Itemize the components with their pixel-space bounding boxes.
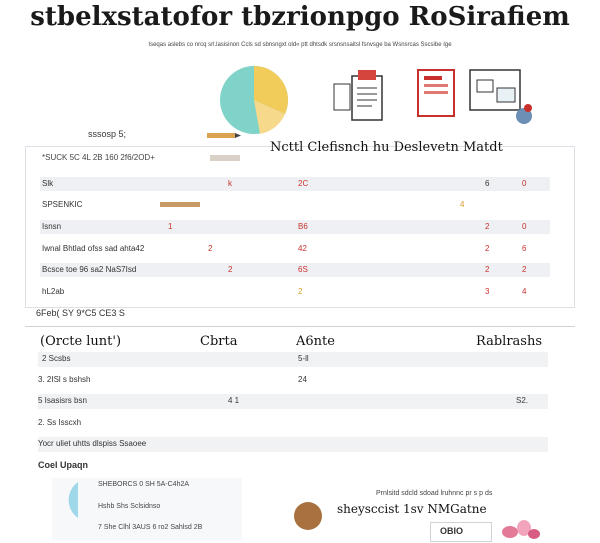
column-header-2: Cbrta	[200, 334, 238, 349]
column-header-3: A6nte	[296, 334, 335, 349]
top-panel-footer: 6Feb( SY 9*C5 CE3 S	[36, 308, 125, 318]
side-label: sssosp 5;	[88, 129, 127, 139]
avatar	[294, 502, 322, 530]
table-row: Isnsn 1 B6 2 0	[40, 220, 550, 234]
page-subtitle: Iseqas aslebs co nrcq srl.lasisinon Ccls sd sbnsngxt old« ptt dhtsdk srsnsnsaitsl fsnvsge ba Wsnsrcas Sscsibe Ige	[148, 42, 452, 48]
document-illustrations-icon	[332, 66, 537, 128]
pie-chart-icon	[218, 64, 292, 136]
footer-right-small: Prnlsitd sdcld sdoad lruhnnc pr s p ds	[376, 490, 493, 497]
decor-bar	[210, 155, 240, 161]
table-row: hL2ab 2 3 4	[42, 287, 527, 296]
table-row: Bcsce toe 96 sa2 NaS7Isd 2 6S 2 2	[40, 263, 550, 277]
chart-fragment-icon	[54, 480, 80, 520]
footer-left-line2: 7 She Clhl 3AUS 6 ro2 Sahlsd 2B	[98, 524, 203, 531]
column-header: *SUCK 5C 4L 2B 160 2f6/2OD+	[42, 153, 155, 162]
page-title: stbelxstatofor tbzrionpgo RoSirafiem	[30, 2, 570, 32]
divider	[25, 326, 575, 327]
bottom-panel-footer: Coel Upaqn	[38, 460, 89, 470]
footer-left-line1: Hshb Shs Sclsidnso	[98, 503, 161, 510]
table-row: 2 Scsbs 5-ll	[38, 352, 548, 367]
panel-header: Ncttl Clefisnch hu Deslevetn Matdt	[270, 140, 503, 155]
table-row: SPSENKIC 4	[42, 200, 465, 209]
column-header-1: (Orcte lunt')	[40, 334, 122, 349]
pencil-icon	[205, 130, 241, 140]
column-header-4: Rablrashs	[476, 334, 542, 349]
footer-right-mid: sheysccist 1sv NMGatne	[337, 502, 487, 516]
table-row: 2. Ss Isscxh	[38, 418, 82, 427]
flower-icon	[496, 516, 544, 542]
table-row: 3. 2ISl s bshsh 24	[38, 375, 307, 384]
footer-code: OBIO	[440, 526, 464, 536]
table-row: Iwnal Bhtlad ofss sad ahta42 2 42 2 6	[42, 244, 527, 253]
footer-left-title: SHEBORCS 0 SH 5A-C4h2A	[98, 481, 190, 488]
table-row: 5 Isasisrs bsn 4 1 S2.	[38, 394, 548, 409]
table-row: Yocr uliet uhtts dlspiss Ssaoee	[38, 437, 548, 452]
table-row: Slk k 2C 6 0	[40, 177, 550, 191]
